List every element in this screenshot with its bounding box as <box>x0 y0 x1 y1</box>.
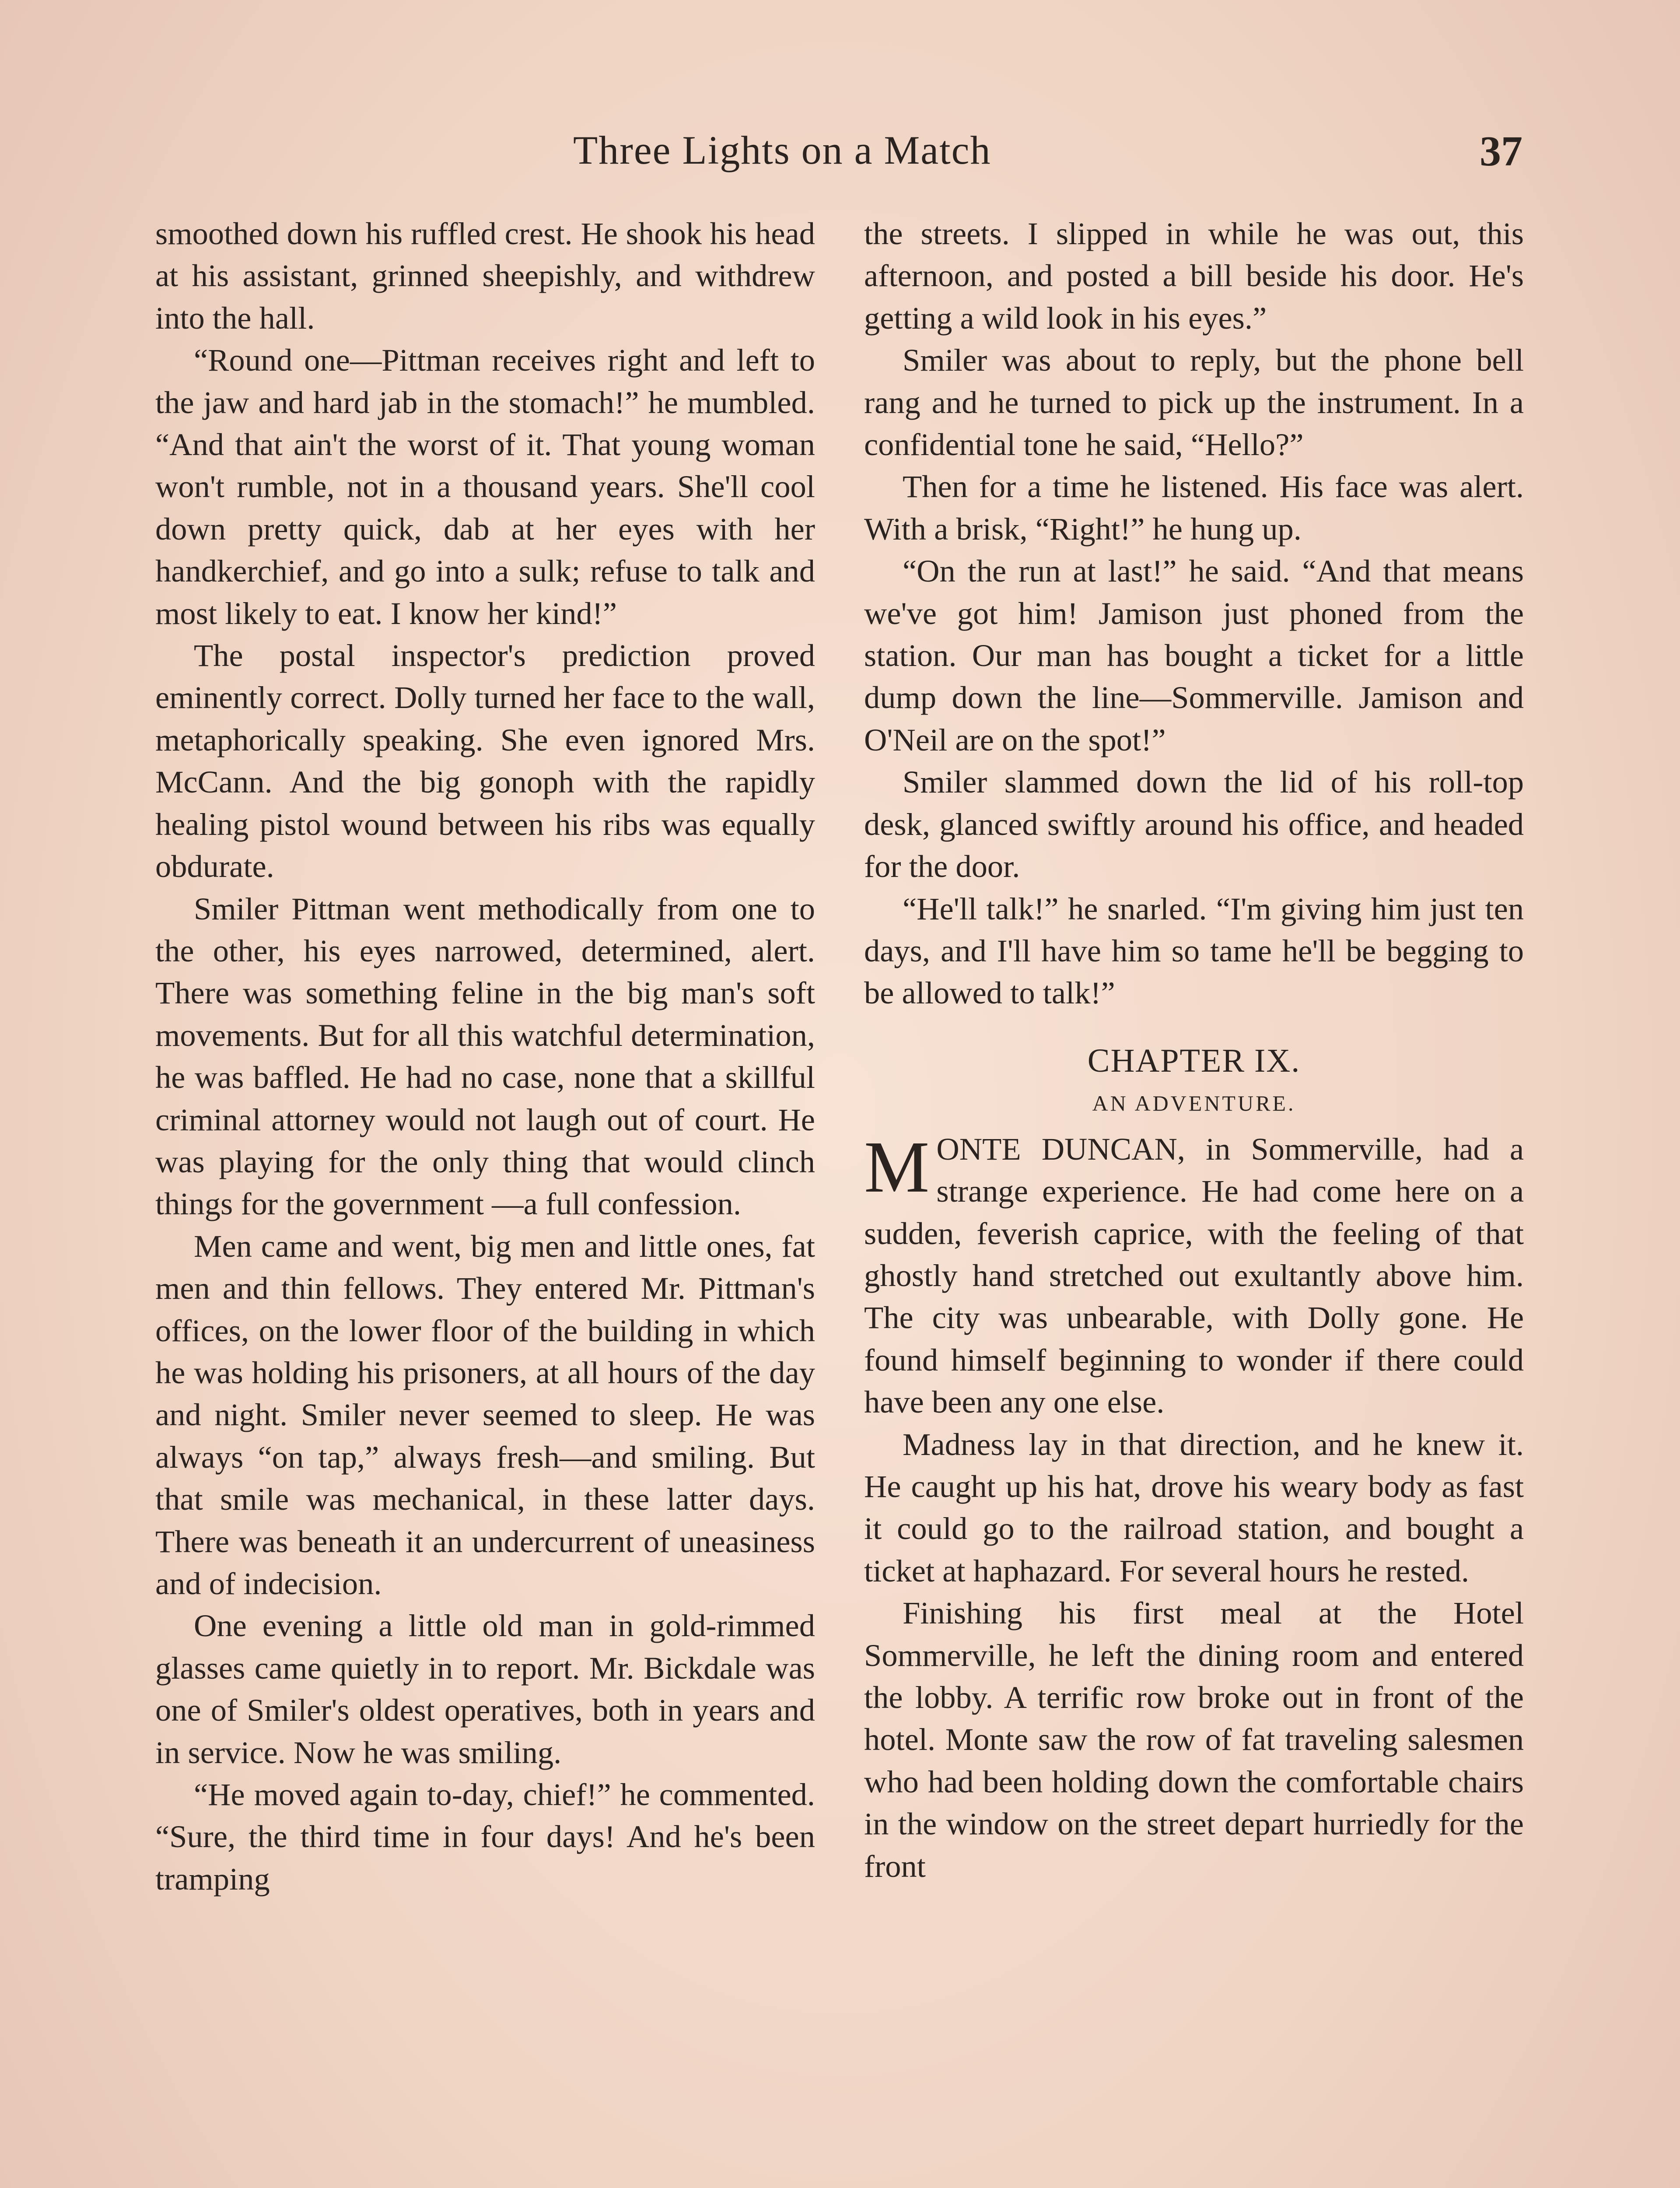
paragraph: One evening a little old man in gold-rimmed glasses came quietly in to report. Mr. Bickdale was one of Smiler's oldest operatives, both in years and in service. Now he was smiling. <box>155 1608 815 1770</box>
right-column <box>864 213 1524 1887</box>
chapter-opening-text: ONTE DUNCAN, in Sommerville, had a strange experience. He had come here on a sudden, feverish caprice, with the feeling of that ghostly hand stretched out exultantly above him. The city was unbearable, with Dolly gone. He found himself beginning to wonder if there could have been any one else. <box>864 1131 1524 1420</box>
paragraph: Smiler slammed down the lid of his roll-top desk, glanced swiftly around his office, and headed for the door. <box>864 764 1524 884</box>
drop-cap: M <box>864 1126 930 1208</box>
paragraph: the streets. I slipped in while he was out, this afternoon, and posted a bill beside his door. He's getting a wild look in his eyes.” <box>864 216 1524 336</box>
chapter-heading: CHAPTER IX. <box>1087 1042 1301 1079</box>
running-title: Three Lights on a Match <box>573 128 991 172</box>
paragraph: “On the run at last!” he said. “And that means we've got him! Jamison just phoned from the station. Our man has bought a ticket for a little dump down the line—Sommerville. Jamison and O'Neil are on the spot!” <box>864 553 1524 757</box>
paragraph: Then for a time he listened. His face was alert. With a brisk, “Right!” he hung up. <box>864 469 1524 547</box>
paragraph: Smiler was about to reply, but the phone bell rang and he turned to pick up the instrument. In a confidential tone he said, “Hello?” <box>864 342 1524 463</box>
paragraph: Finishing his first meal at the Hotel Sommerville, he left the dining room and entered the lobby. A terrific row broke out in front of the hotel. Monte saw the row of fat traveling salesmen who had been holding down the comfortable chairs in the window on the street depart hurriedly for the front <box>864 1595 1524 1884</box>
chapter-opening-paragraph <box>864 1128 1524 1424</box>
paragraph: Madness lay in that direction, and he knew it. He caught up his hat, drove his weary body as fast it could go to the railroad station, and bought a ticket at haphazard. For several hours he rested. <box>864 1426 1524 1588</box>
chapter-subtitle: AN ADVENTURE. <box>1092 1090 1296 1115</box>
paragraph: Smiler Pittman went methodically from one to the other, his eyes narrowed, determined, alert. There was something feline in the big man's soft movements. But for all this watchful determination, he was baffled. He had no case, none that a skillful criminal attorney would not laugh out of court. He was playing for the only thing that would clinch things for the government —a full confession. <box>155 891 815 1222</box>
paragraph: The postal inspector's prediction proved eminently correct. Dolly turned her face to the wall, metaphorically speaking. She even ignored Mrs. McCann. And the big gonoph with the rapidly healing pistol wound between his ribs was equally obdurate. <box>155 638 815 884</box>
left-column <box>155 213 815 1900</box>
paragraph: “He'll talk!” he snarled. “I'm giving him just ten days, and I'll have him so tame he'll be begging to be allowed to talk!” <box>864 891 1524 1011</box>
page-header <box>153 127 1522 184</box>
paragraph: “He moved again to-day, chief!” he commented. “Sure, the third time in four days! And he's been tramping <box>155 1777 815 1897</box>
paragraph: smoothed down his ruffled crest. He shook his head at his assistant, grinned sheepishly, and withdrew into the hall. <box>155 216 815 336</box>
paragraph: Men came and went, big men and little ones, fat men and thin fellows. They entered Mr. Pittman's offices, on the lower floor of the building in which he was holding his prisoners, at all hours of the day and night. Smiler never seemed to sleep. He was always “on tap,” always fresh—and smiling. But that smile was mechanical, in these latter days. There was beneath it an undercurrent of uneasiness and of indecision. <box>155 1228 815 1601</box>
paragraph: “Round one—Pittman receives right and left to the jaw and hard jab in the stomach!” he mumbled. “And that ain't the worst of it. That young woman won't rumble, not in a thousand years. She'll cool down pretty quick, dab at her eyes with her handkerchief, and go into a sulk; refuse to talk and most likely to eat. I know her kind!” <box>155 342 815 631</box>
page-number: 37 <box>1480 128 1522 175</box>
